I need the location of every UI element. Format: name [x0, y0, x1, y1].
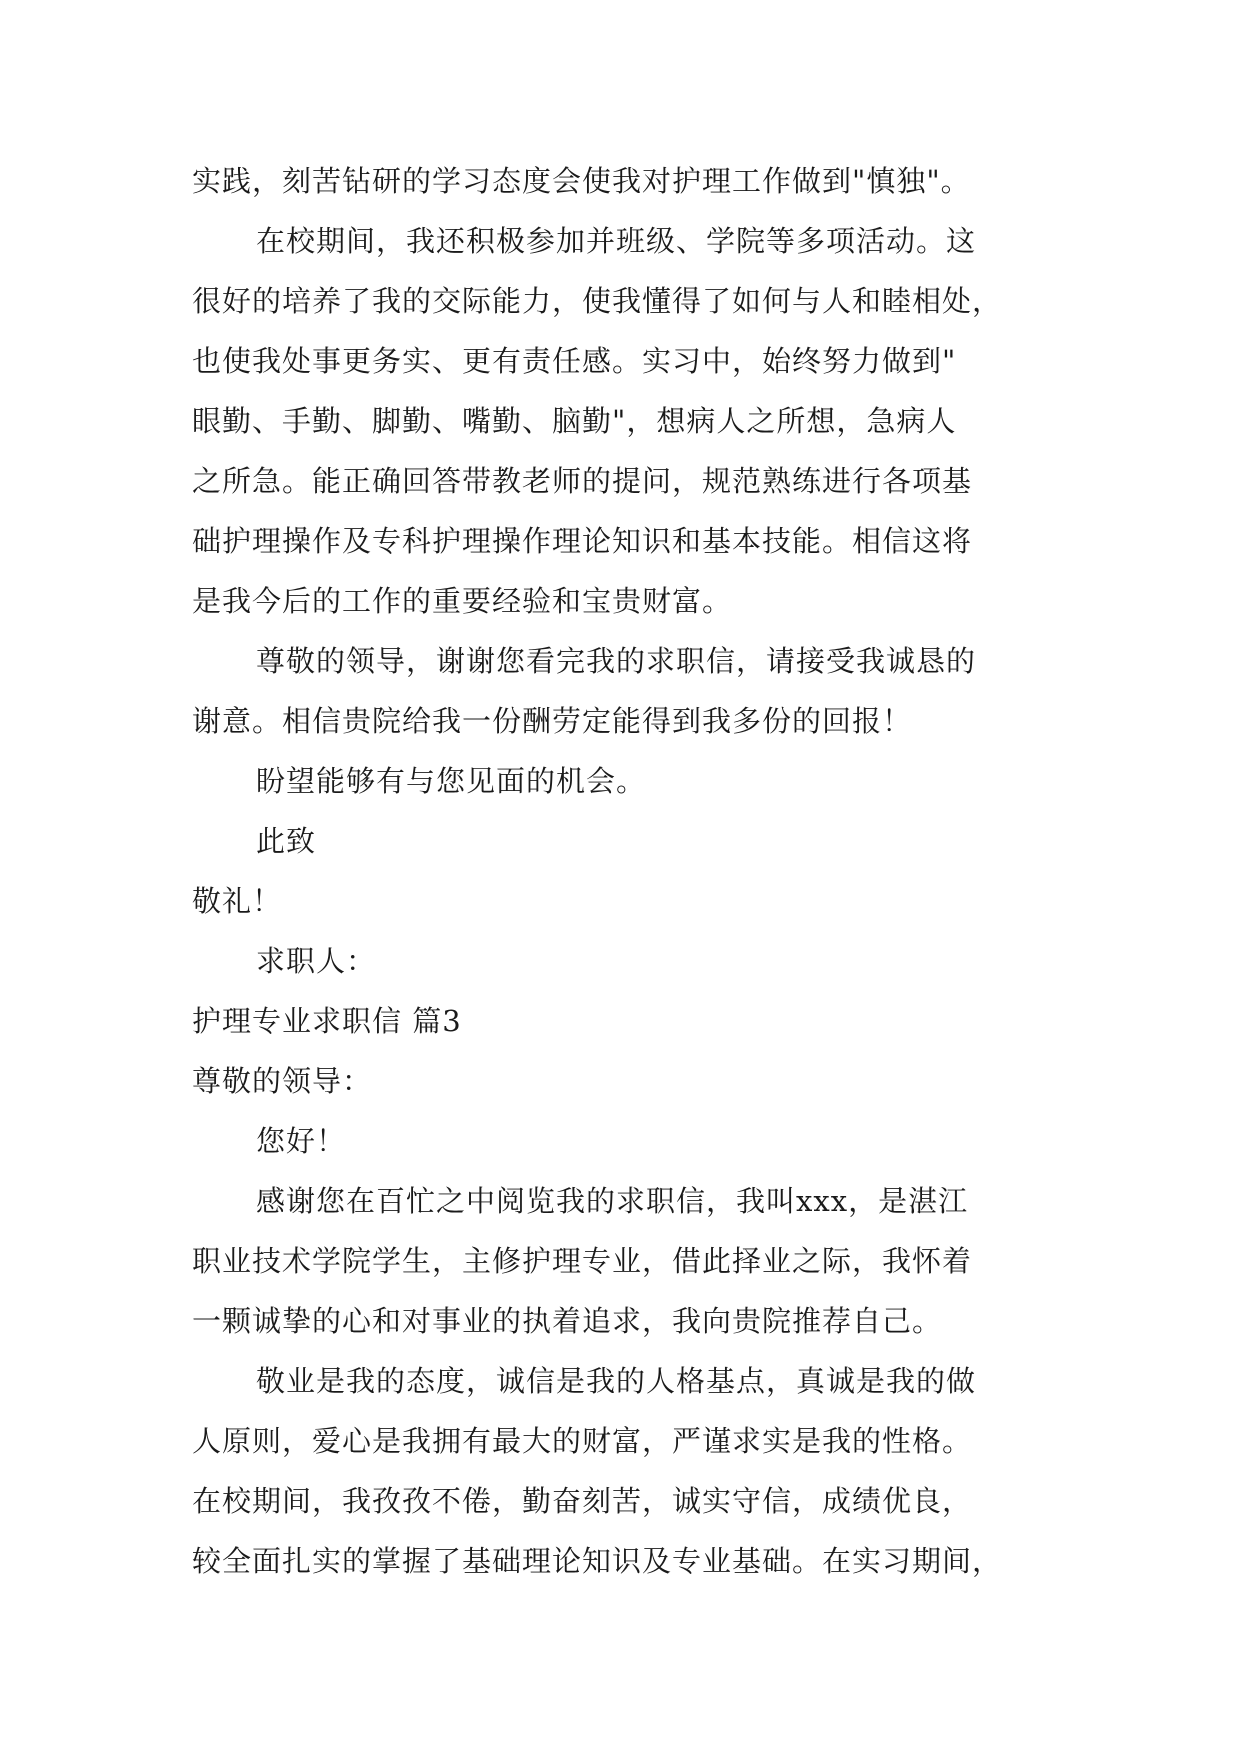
- section-heading: 护理专业求职信 篇3: [192, 1004, 462, 1038]
- text-line: 感谢您在百忙之中阅览我的求职信，我叫xxx，是湛江: [256, 1184, 969, 1218]
- greeting: 尊敬的领导：: [192, 1064, 373, 1098]
- closing-regards: 敬礼！: [192, 884, 283, 918]
- text-line: 一颗诚挚的心和对事业的执着追求，我向贵院推荐自己。: [192, 1304, 943, 1338]
- text-line: 也使我处事更务实、更有责任感。实习中，始终努力做到": [192, 344, 957, 378]
- greeting-hello: 您好！: [256, 1124, 347, 1158]
- text-line: 人原则，爱心是我拥有最大的财富，严谨求实是我的性格。: [192, 1424, 973, 1458]
- text-line: 较全面扎实的掌握了基础理论知识及专业基础。在实习期间，: [192, 1544, 1003, 1578]
- text-line: 实践，刻苦钻研的学习态度会使我对护理工作做到"慎独"。: [192, 164, 971, 198]
- text-line: 很好的培养了我的交际能力，使我懂得了如何与人和睦相处，: [192, 284, 1003, 318]
- closing-salutation: 此致: [256, 824, 317, 858]
- text-line: 敬业是我的态度，诚信是我的人格基点，真诚是我的做: [256, 1364, 977, 1398]
- text-line: 职业技术学院学生，主修护理专业，借此择业之际，我怀着: [192, 1244, 973, 1278]
- applicant-signature: 求职人：: [256, 944, 377, 978]
- text-line: 之所急。能正确回答带教老师的提问，规范熟练进行各项基: [192, 464, 973, 498]
- text-line: 础护理操作及专科护理操作理论知识和基本技能。相信这将: [192, 524, 973, 558]
- text-line: 是我今后的工作的重要经验和宝贵财富。: [192, 584, 733, 618]
- text-line: 谢意。相信贵院给我一份酬劳定能得到我多份的回报！: [192, 704, 913, 738]
- text-line: 尊敬的领导，谢谢您看完我的求职信，请接受我诚恳的: [256, 644, 977, 678]
- text-line: 在校期间，我孜孜不倦，勤奋刻苦，诚实守信，成绩优良，: [192, 1484, 973, 1518]
- text-line: 盼望能够有与您见面的机会。: [256, 764, 647, 798]
- text-line: 在校期间，我还积极参加并班级、学院等多项活动。这: [256, 224, 977, 258]
- text-line: 眼勤、手勤、脚勤、嘴勤、脑勤"，想病人之所想，急病人: [192, 404, 957, 438]
